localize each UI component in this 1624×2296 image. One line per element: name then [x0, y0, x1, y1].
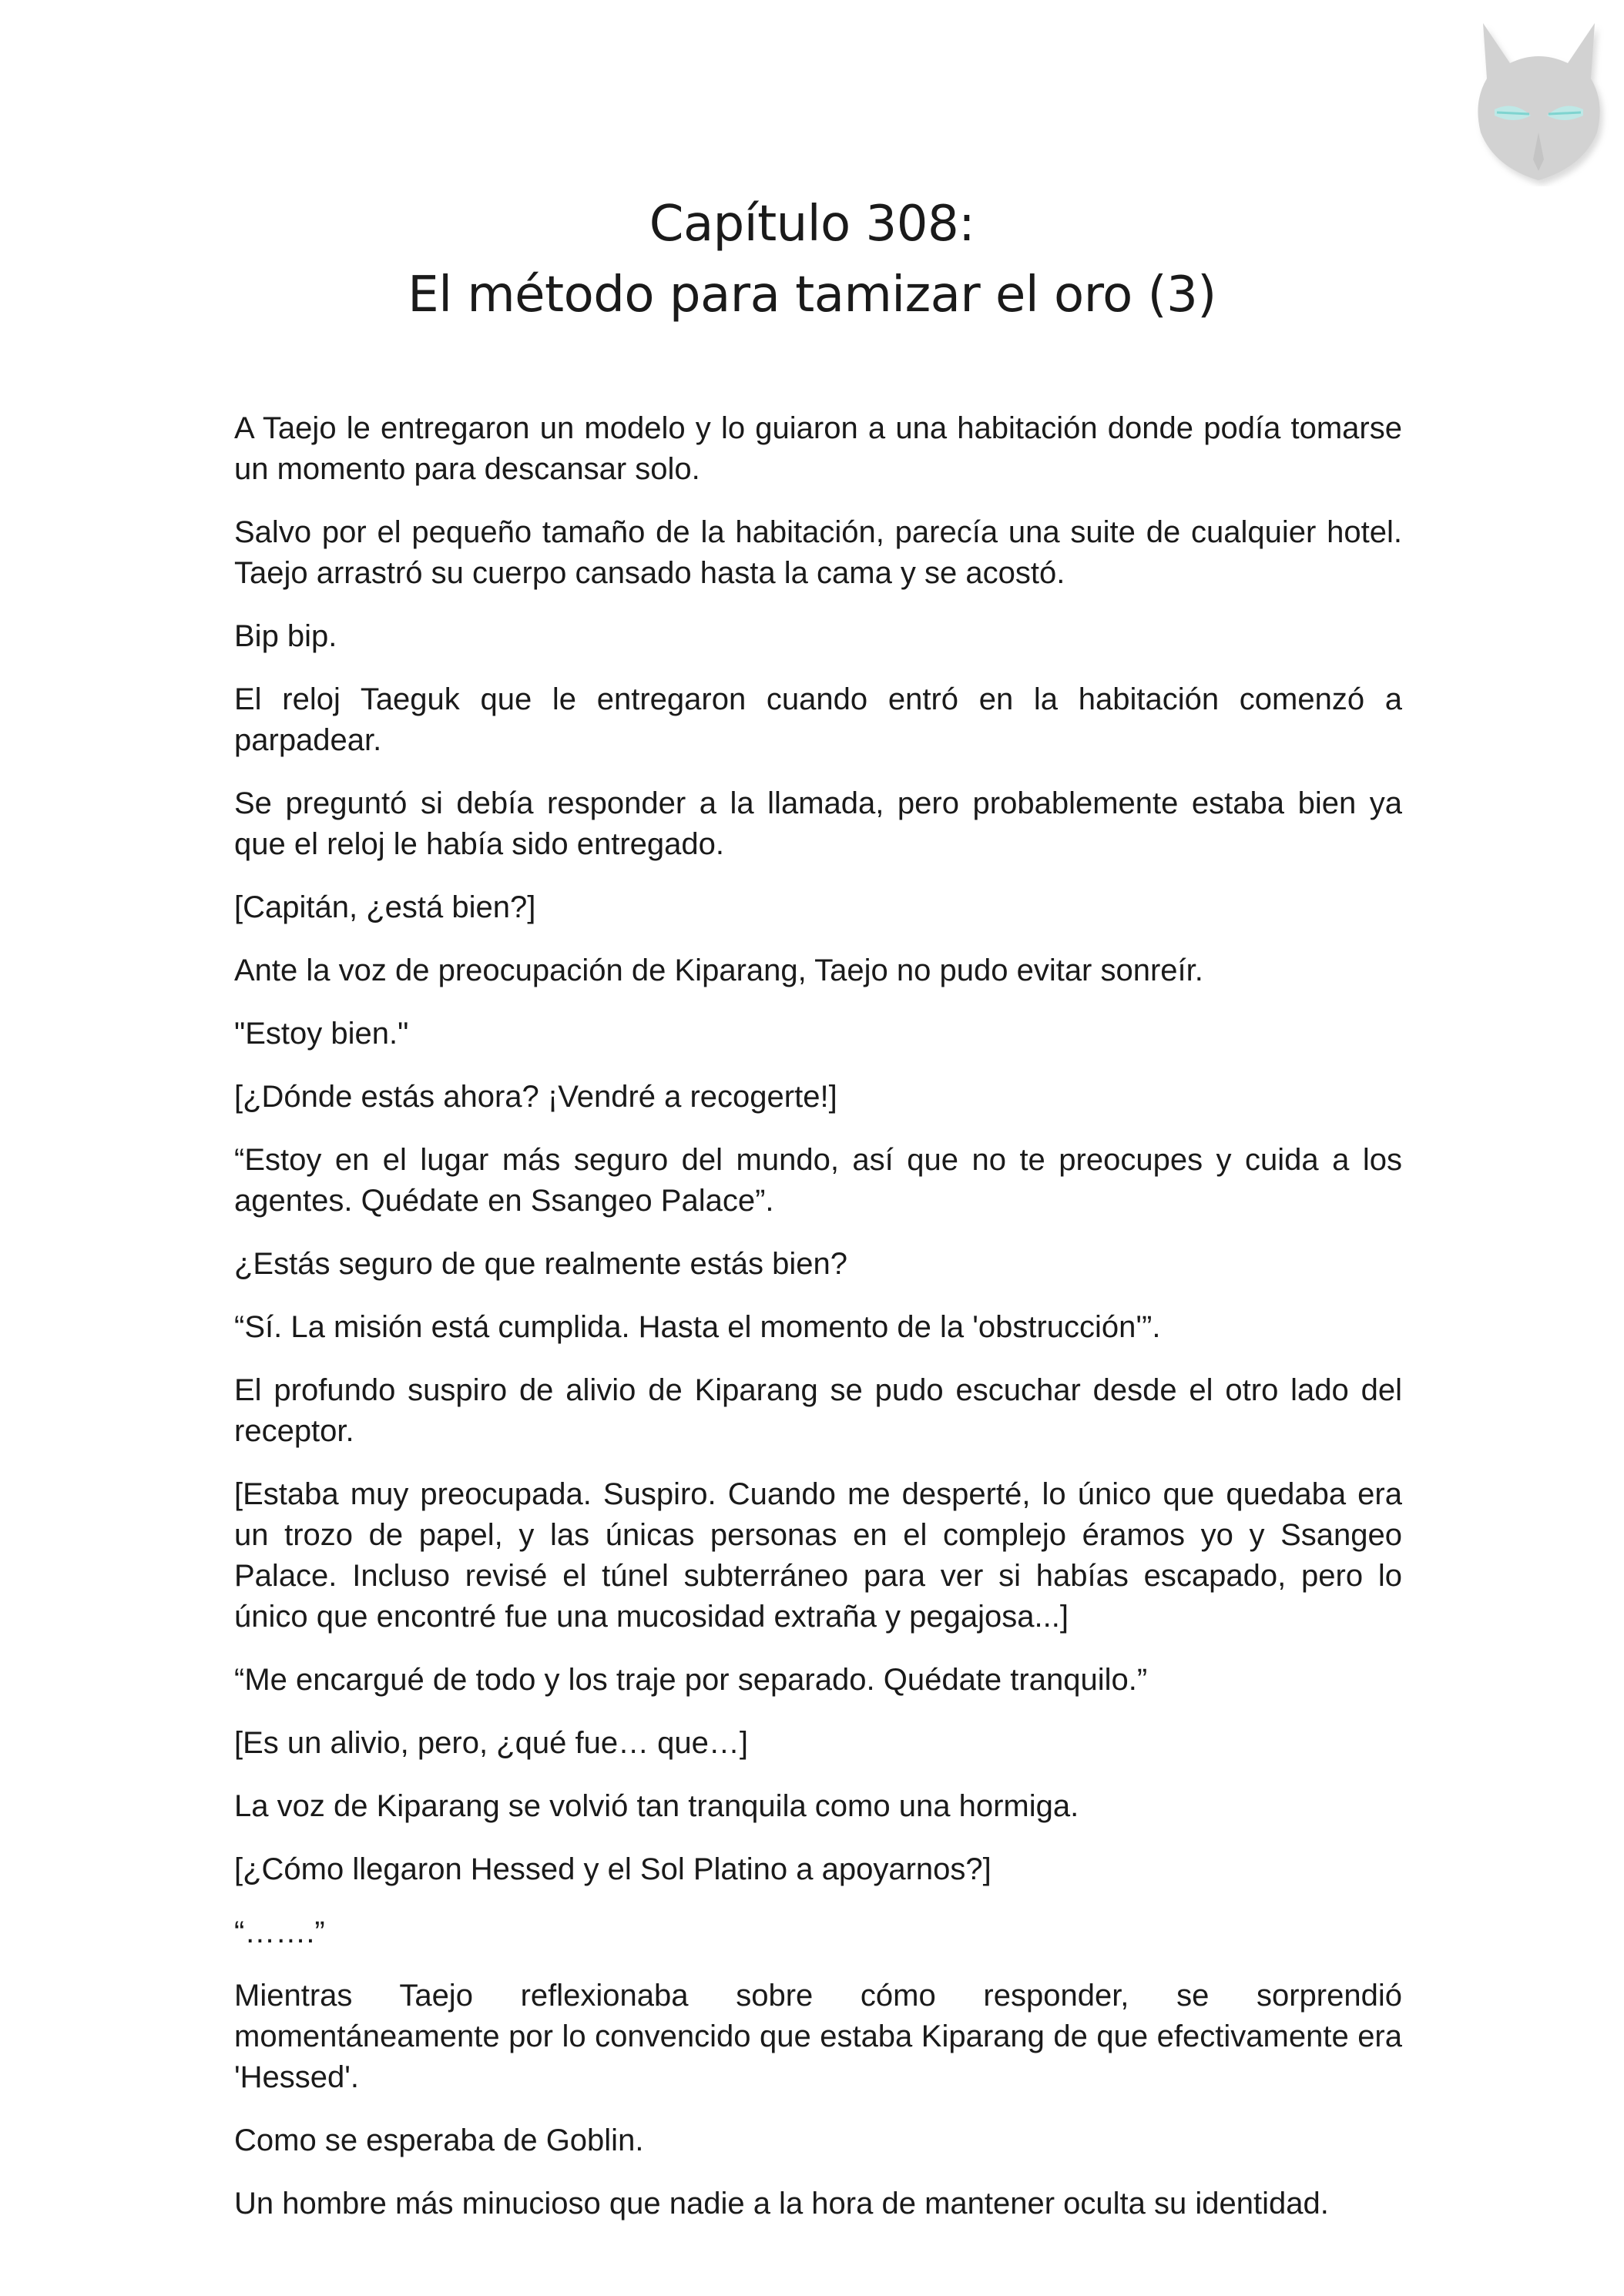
paragraph: “Me encargué de todo y los traje por separado. Quédate tranquilo.”	[234, 1663, 1148, 1697]
paragraph: El profundo suspiro de alivio de Kiparang se pudo escuchar desde el otro lado del receptor.	[234, 1373, 1402, 1448]
paragraph: “…….”	[234, 1916, 325, 1949]
paragraph: A Taejo le entregaron un modelo y lo guiaron a una habitación donde podía tomarse un momento para descansar solo.	[234, 411, 1402, 486]
paragraph: [Estaba muy preocupada. Suspiro. Cuando me desperté, lo único que quedaba era un trozo de papel, y las únicas personas en el complejo éramos yo y Ssangeo Palace. Incluso revisé el túnel subterráneo para ver si habías escapado, pero lo único que encontré fue una mucosidad extraña y pegajosa...]	[234, 1477, 1402, 1634]
paragraph: Se preguntó si debía responder a la llamada, pero probablemente estaba bien ya que el reloj le había sido entregado.	[234, 786, 1402, 861]
paragraph: “Estoy en el lugar más seguro del mundo, así que no te preocupes y cuida a los agentes. Quédate en Ssangeo Palace”.	[234, 1143, 1402, 1218]
demon-mask-logo-icon	[1468, 17, 1610, 186]
chapter-subtitle: El método para tamizar el oro (3)	[408, 266, 1216, 323]
paragraph: [¿Dónde estás ahora? ¡Vendré a recogerte!]	[234, 1080, 837, 1114]
paragraph: Ante la voz de preocupación de Kiparang, Taejo no pudo evitar sonreír.	[234, 954, 1203, 987]
paragraph: La voz de Kiparang se volvió tan tranquila como una hormiga.	[234, 1789, 1079, 1823]
paragraph: ¿Estás seguro de que realmente estás bien?	[234, 1247, 848, 1281]
paragraph: [¿Cómo llegaron Hessed y el Sol Platino a apoyarnos?]	[234, 1852, 992, 1886]
paragraph: Mientras Taejo reflexionaba sobre cómo responder, se sorprendió momentáneamente por lo convencido que estaba Kiparang de que efectivamente era 'Hessed'.	[234, 1979, 1402, 2094]
paragraph: [Capitán, ¿está bien?]	[234, 890, 536, 924]
paragraph: El reloj Taeguk que le entregaron cuando entró en la habitación comenzó a parpadear.	[234, 682, 1402, 757]
paragraph: Bip bip.	[234, 619, 337, 653]
paragraph: “Sí. La misión está cumplida. Hasta el momento de la 'obstrucción'”.	[234, 1310, 1161, 1344]
chapter-number: Capítulo 308:	[649, 196, 975, 253]
chapter-body	[234, 408, 1402, 2247]
paragraph: "Estoy bien."	[234, 1017, 409, 1051]
chapter-title	[0, 189, 1624, 330]
paragraph: [Es un alivio, pero, ¿qué fue… que…]	[234, 1726, 749, 1760]
paragraph: Un hombre más minucioso que nadie a la hora de mantener oculta su identidad.	[234, 2187, 1329, 2221]
paragraph: Como se esperaba de Goblin.	[234, 2123, 644, 2157]
paragraph: Salvo por el pequeño tamaño de la habitación, parecía una suite de cualquier hotel. Taejo arrastró su cuerpo cansado hasta la cama y se acostó.	[234, 515, 1402, 590]
